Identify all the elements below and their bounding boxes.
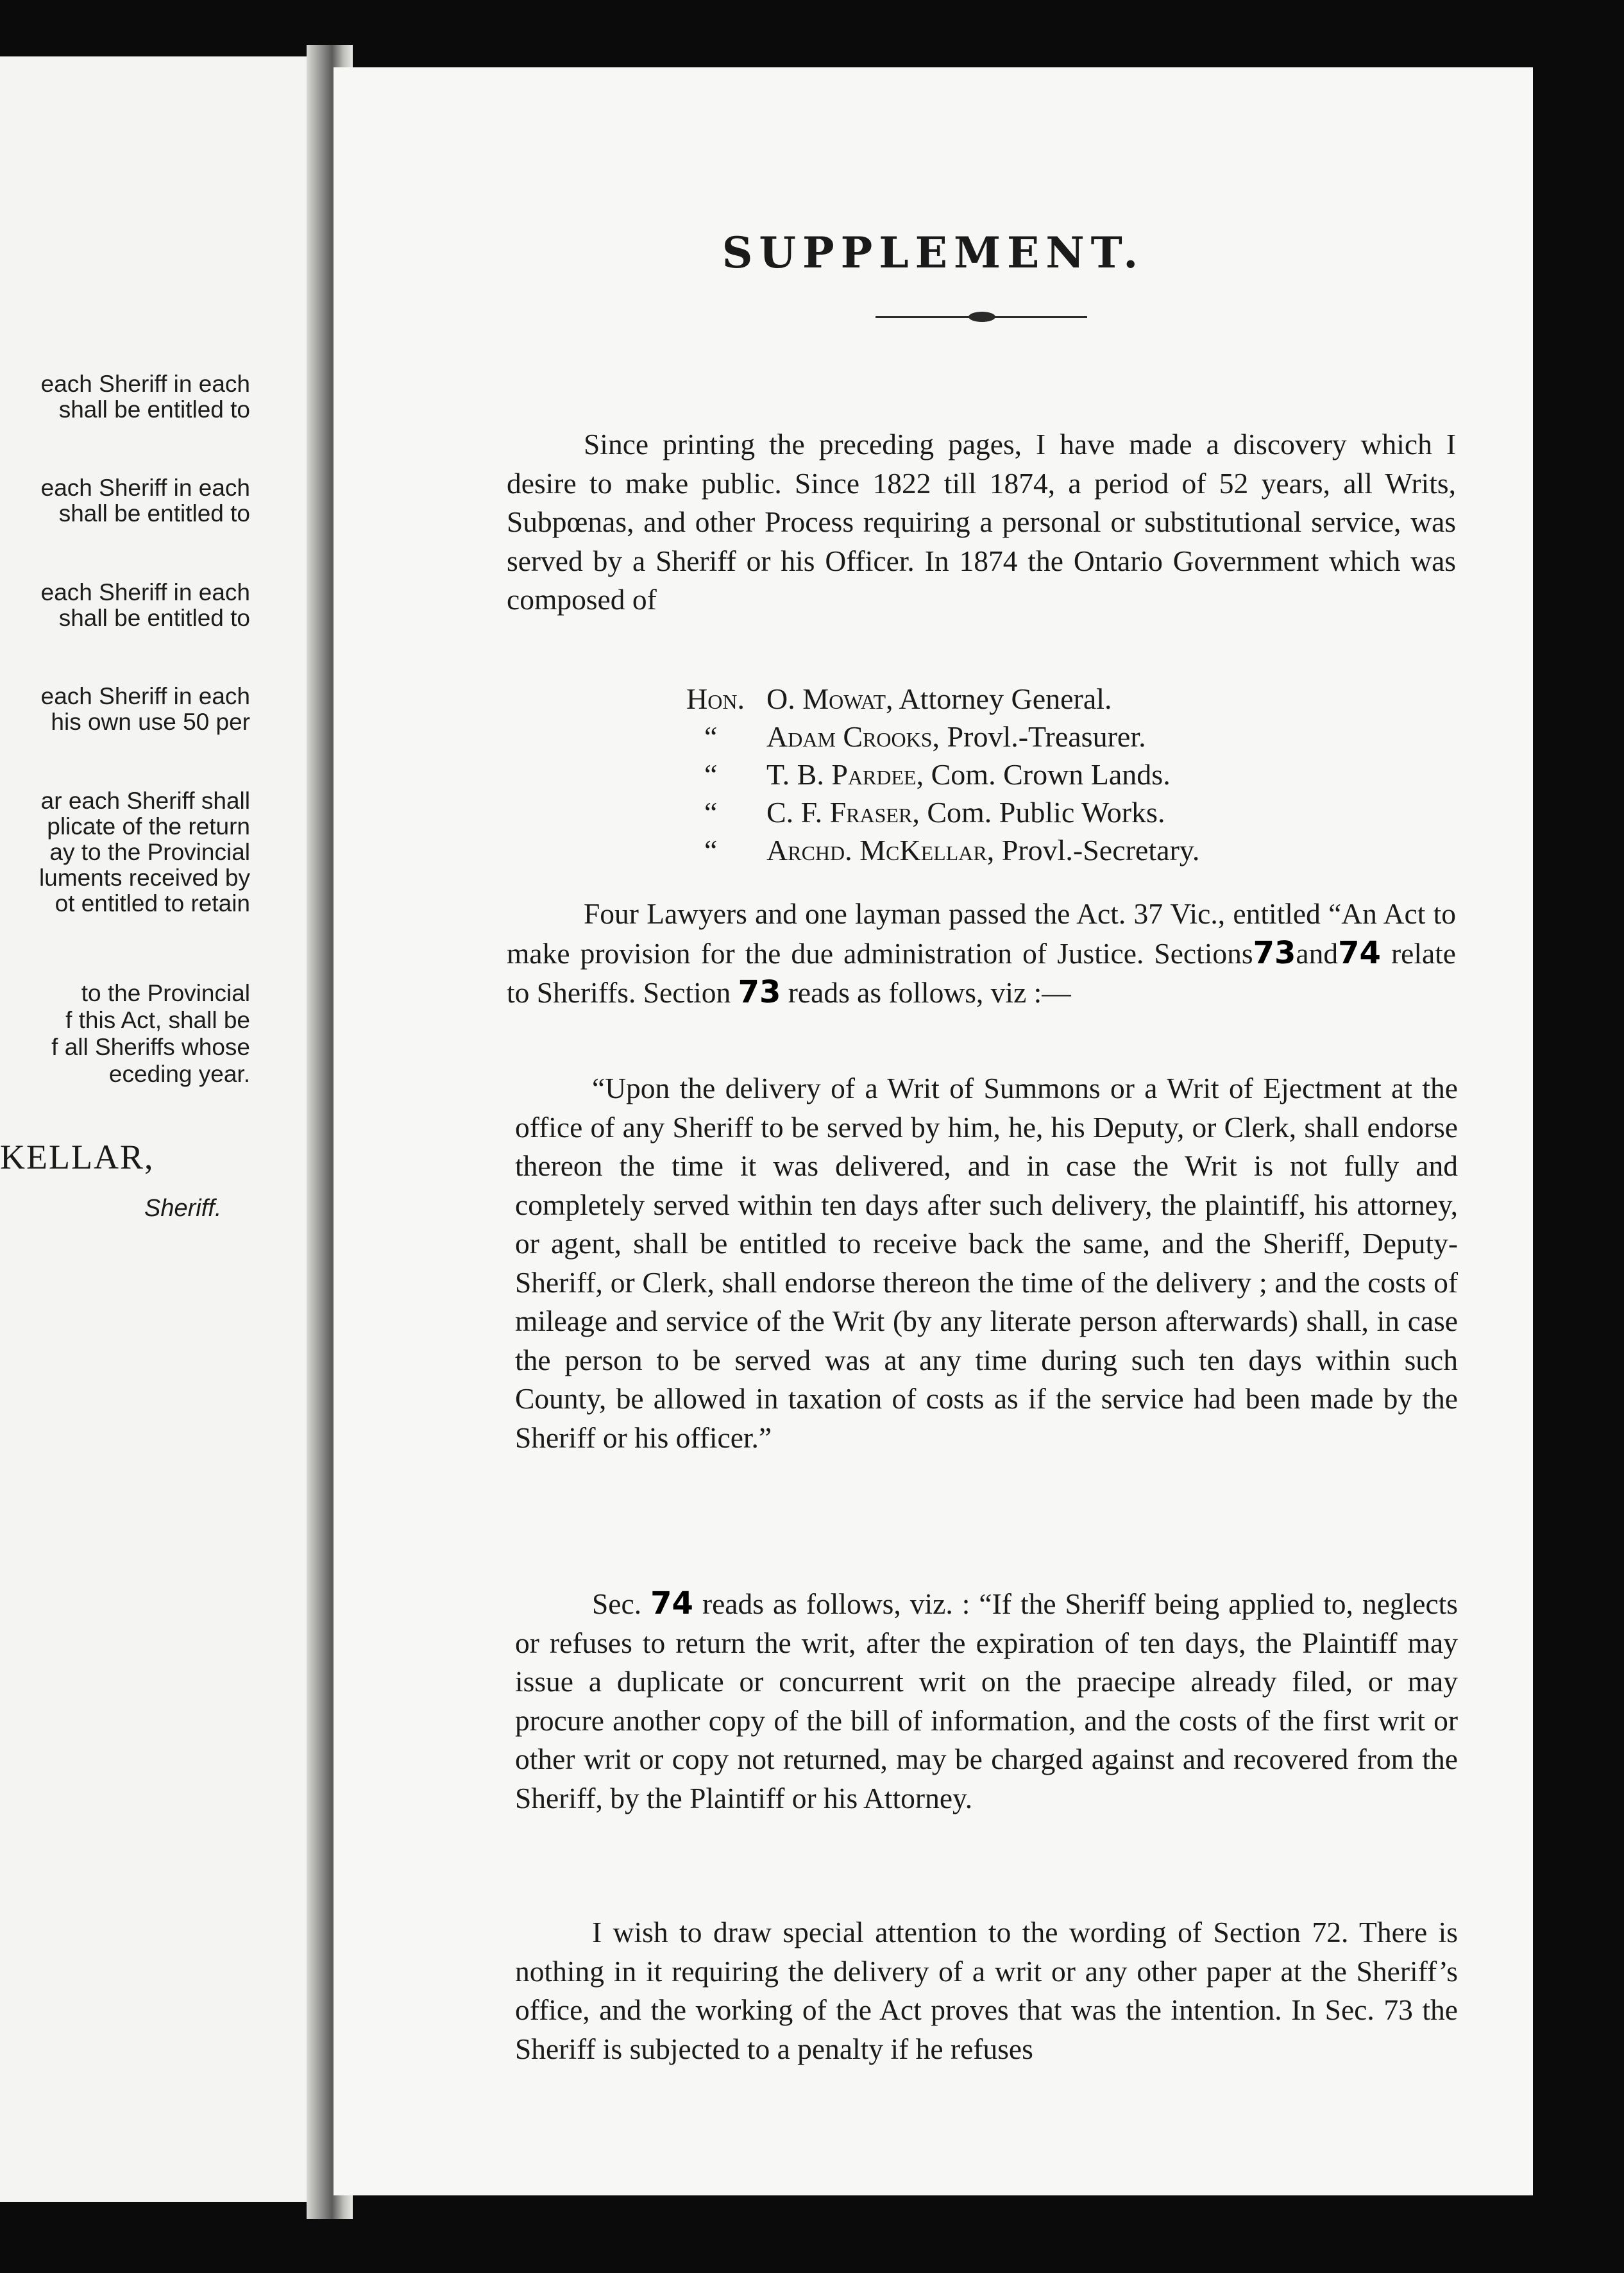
handwritten-annotation: 73 — [1253, 934, 1296, 971]
official-row — [686, 831, 1199, 869]
handwritten-annotation: 74 — [650, 1585, 693, 1621]
official-row — [686, 718, 1199, 756]
official-office: , Attorney General. — [886, 682, 1112, 715]
left-page-line: plicate of the return — [47, 813, 250, 840]
signature-name: KELLAR, — [0, 1138, 155, 1176]
page-title: SUPPLEMENT. — [722, 228, 1145, 278]
act-paragraph — [507, 895, 1456, 1013]
act-text-part: and — [1296, 936, 1339, 970]
section-74-paragraph — [515, 1584, 1458, 1818]
signature-role: Sheriff. — [144, 1195, 222, 1222]
left-page-line: to the Provincial — [81, 980, 250, 1006]
official-row — [686, 680, 1199, 718]
officials-list — [686, 680, 1199, 869]
left-page-line: shall be entitled to — [58, 605, 250, 631]
official-prefix: “ — [704, 834, 718, 866]
sec-text-part: reads as follows, viz. : “If the Sheriff being applied to, neglects or refuses to return the writ, after the expiration of ten days, the Plaintiff may issue a duplicate or concurrent writ on the praecipe already filed, or may procure another copy of the bill of information, and the costs of the first writ or other writ or copy not returned, may be charged against and recovered from the Sheriff, by the Plaintiff or his Attorney. — [515, 1587, 1459, 1814]
official-prefix: “ — [704, 758, 718, 791]
official-name: Archd. McKellar — [766, 834, 987, 866]
closing-text: I wish to draw special attention to the wording of Section 72. There is nothing in it requiring the delivery of a writ or any other paper at the Sheriff’s office, and the working of the Act proves that was the intention. In Sec. 73 the Sheriff is subjected to a penalty if he refuses — [515, 1916, 1458, 2065]
official-name: T. B. Pardee — [766, 758, 917, 791]
left-page-line: his own use 50 per — [51, 709, 250, 735]
left-page-line: shall be entitled to — [58, 500, 250, 527]
act-text-part: relate to Sheriffs. Section — [507, 936, 1457, 1009]
handwritten-annotation: 73 — [738, 974, 781, 1010]
act-text-part: reads as follows, viz :— — [788, 976, 1071, 1009]
official-office: , Provl.-Treasurer. — [932, 720, 1146, 753]
title-rule-ornament — [968, 312, 995, 322]
official-office: , Com. Crown Lands. — [916, 758, 1171, 791]
quote-text: “Upon the delivery of a Writ of Summons or a Writ of Ejectment at the office of any Sheriff to be served by him, he, his Deputy, or Clerk, shall endorse thereon the time it was delivered, and in case the Writ is not fully and completely served within ten days after such delivery, the plaintiff, his attorney, or agent, shall be entitled to receive back the same, and the Sheriff, Deputy-Sheriff, or Clerk, shall endorse thereon the time of the delivery ; and the costs of mileage and service of the Writ (by any literate person afterwards) shall, in case the person to be served was at any time during such ten days within such County, be allowed in taxation of costs as if the service had been made by the Sheriff or his officer.” — [515, 1072, 1458, 1454]
left-page-line: luments received by — [38, 865, 250, 891]
left-page-line: eceding year. — [108, 1061, 250, 1087]
official-row — [686, 793, 1199, 831]
handwritten-annotation: 74 — [1338, 934, 1381, 971]
right-page — [334, 67, 1533, 2195]
official-name: Adam Crooks — [766, 720, 933, 753]
official-name: O. Mowat — [766, 682, 886, 715]
left-page-line: ar each Sheriff shall — [40, 788, 250, 814]
official-prefix: “ — [704, 796, 718, 829]
left-page — [0, 56, 314, 2202]
left-page-line: each Sheriff in each — [40, 371, 250, 397]
act-text — [507, 895, 1456, 1013]
section-74-text — [515, 1584, 1458, 1818]
quote-paragraph — [515, 1069, 1458, 1457]
left-page-line: f this Act, shall be — [65, 1007, 250, 1033]
official-prefix: “ — [704, 720, 718, 753]
official-office: , Com. Public Works. — [912, 796, 1165, 829]
left-page-line: f all Sheriffs whose — [51, 1034, 250, 1060]
act-text-part: Four Lawyers and one layman passed the Act. 37 Vic., entitled “An Act to make provision for the due administration of Justice. Sections — [507, 897, 1456, 970]
left-page-line: ay to the Provincial — [49, 839, 250, 865]
official-row — [686, 756, 1199, 793]
official-name: C. F. Fraser — [766, 796, 913, 829]
official-prefix: Hon. — [686, 682, 745, 715]
left-page-line: each Sheriff in each — [40, 683, 250, 709]
left-page-line: ot entitled to retain — [55, 890, 250, 917]
left-page-line: each Sheriff in each — [40, 475, 250, 501]
official-office: , Provl.-Secretary. — [986, 834, 1200, 866]
intro-paragraph — [507, 425, 1624, 620]
intro-text: Since printing the preceding pages, I have made a discovery which I desire to make public. Since 1822 till 1874, a period of 52 years, all Writs, Subpœnas, and other Process requiring a personal or substitutional service, was served by a Sheriff or his Officer. In 1874 the Ontario Government which was composed of — [507, 428, 1456, 616]
left-page-line: each Sheriff in each — [40, 579, 250, 605]
left-page-line: shall be entitled to — [58, 396, 250, 423]
sec-text-part: Sec. — [592, 1587, 642, 1620]
closing-paragraph — [515, 1913, 1458, 2068]
